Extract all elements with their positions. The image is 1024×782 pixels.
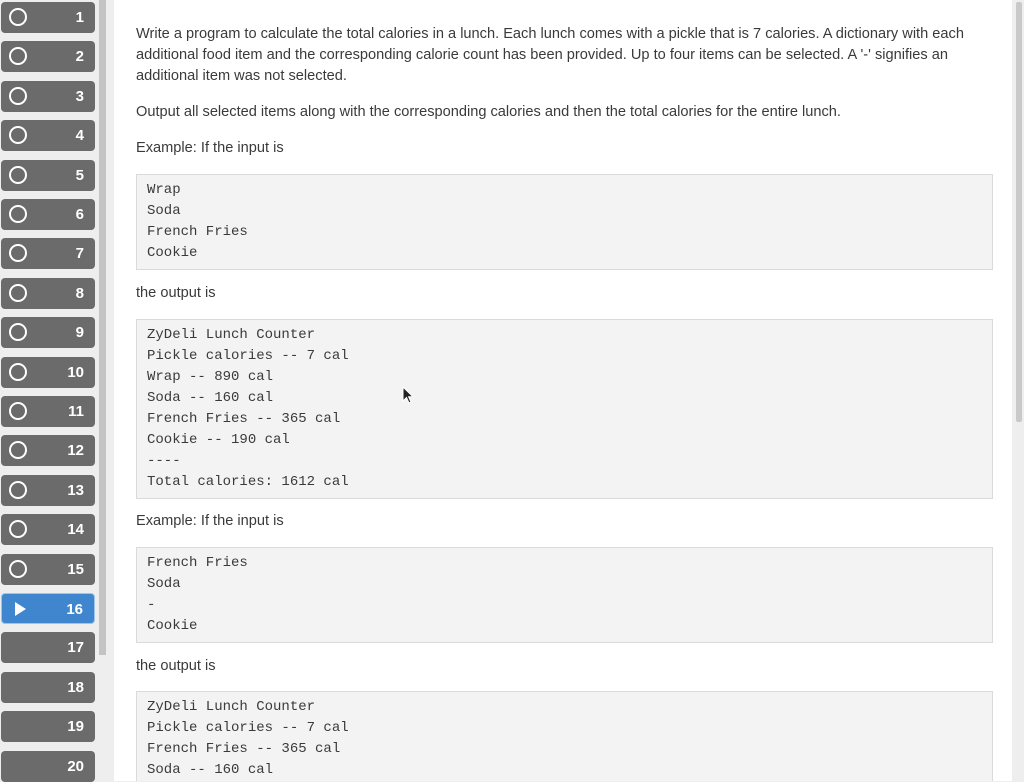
code-line: French Fries [147, 555, 248, 571]
nav-item-1[interactable] [1, 2, 95, 33]
nav-item-5[interactable] [1, 160, 95, 191]
nav-item-9[interactable] [1, 317, 95, 348]
code-line: - [147, 597, 156, 613]
nav-item-number: 15 [67, 560, 84, 578]
output-2-label: the output is [136, 658, 216, 674]
nav-item-6[interactable] [1, 199, 95, 230]
play-icon [15, 602, 26, 616]
circle-icon [9, 481, 27, 499]
circle-icon [9, 126, 27, 144]
nav-item-number: 20 [67, 757, 84, 775]
nav-item-18[interactable] [1, 672, 95, 703]
nav-item-number: 14 [67, 521, 84, 539]
code-line: Pickle calories -- 7 cal [147, 720, 349, 736]
code-line: Soda [147, 576, 181, 592]
nav-item-number: 2 [75, 48, 84, 66]
code-line: ZyDeli Lunch Counter [147, 699, 316, 715]
example-1-label: Example: If the input is [136, 140, 284, 156]
nav-item-number: 13 [67, 481, 84, 499]
mouse-cursor-icon [402, 386, 416, 406]
circle-icon [9, 205, 27, 223]
nav-item-2[interactable] [1, 41, 95, 72]
circle-icon [9, 8, 27, 26]
circle-icon [9, 166, 27, 184]
problem-description [114, 0, 1012, 781]
code-line: Wrap -- 890 cal [147, 369, 274, 385]
problem-navigator [0, 0, 100, 781]
code-line: Soda [147, 203, 181, 219]
nav-item-number: 5 [75, 166, 84, 184]
nav-item-number: 9 [75, 324, 84, 342]
nav-item-number: 3 [75, 87, 84, 105]
circle-icon [9, 87, 27, 105]
code-line: Wrap [147, 182, 181, 198]
nav-item-13[interactable] [1, 475, 95, 506]
nav-item-4[interactable] [1, 120, 95, 151]
example-1-input-box [136, 174, 993, 270]
nav-item-16[interactable] [1, 593, 95, 624]
nav-item-8[interactable] [1, 278, 95, 309]
example-2-label: Example: If the input is [136, 513, 284, 529]
output-1-label: the output is [136, 285, 216, 301]
nav-item-20[interactable] [1, 751, 95, 782]
circle-icon [9, 244, 27, 262]
nav-item-14[interactable] [1, 514, 95, 545]
circle-icon [9, 363, 27, 381]
navigator-scrollbar[interactable] [99, 0, 106, 655]
nav-item-number: 1 [75, 9, 84, 26]
code-line: French Fries [147, 224, 248, 240]
nav-item-number: 11 [68, 403, 84, 420]
code-line: French Fries -- 365 cal [147, 741, 341, 757]
nav-item-number: 16 [66, 601, 83, 618]
nav-item-7[interactable] [1, 238, 95, 269]
example-1-output-box [136, 319, 993, 499]
nav-item-number: 8 [75, 284, 84, 302]
nav-item-number: 6 [75, 206, 84, 223]
code-line: Cookie [147, 618, 198, 634]
nav-item-number: 4 [75, 127, 84, 145]
circle-icon [9, 284, 27, 302]
circle-icon [9, 323, 27, 341]
code-line: French Fries -- 365 cal [147, 411, 341, 427]
nav-item-number: 19 [67, 718, 84, 736]
nav-item-15[interactable] [1, 554, 95, 585]
circle-icon [9, 47, 27, 65]
nav-item-number: 17 [67, 639, 84, 657]
intro-text: Write a program to calculate the total calories in a lunch. Each lunch comes with a pickle that is 7 calories. A dictionary with each additional food item and the corresponding calorie count has been provided. Up to four items can be selected. A '-' signifies an additional item was not selected. [136, 26, 964, 84]
code-line: Cookie [147, 245, 198, 261]
nav-item-number: 12 [67, 442, 84, 460]
nav-item-number: 7 [75, 245, 84, 263]
example-2-input-box [136, 547, 993, 643]
circle-icon [9, 520, 27, 538]
nav-item-11[interactable] [1, 396, 95, 427]
nav-item-3[interactable] [1, 81, 95, 112]
code-line: Total calories: 1612 cal [147, 474, 349, 490]
code-line: ---- [147, 453, 181, 469]
page-scrollbar[interactable] [1016, 2, 1022, 422]
nav-item-number: 18 [67, 678, 84, 696]
nav-item-10[interactable] [1, 357, 95, 388]
nav-item-17[interactable] [1, 632, 95, 663]
nav-item-19[interactable] [1, 711, 95, 742]
code-line: Cookie -- 190 cal [147, 432, 290, 448]
code-line: Pickle calories -- 7 cal [147, 348, 349, 364]
code-line: Soda -- 160 cal [147, 390, 274, 406]
circle-icon [9, 441, 27, 459]
output-instructions-text: Output all selected items along with the corresponding calories and then the total calories for the entire lunch. [136, 104, 841, 120]
nav-item-12[interactable] [1, 435, 95, 466]
code-line: Soda -- 160 cal [147, 762, 274, 778]
code-line: ZyDeli Lunch Counter [147, 327, 316, 343]
circle-icon [9, 560, 27, 578]
nav-item-number: 10 [67, 363, 84, 381]
circle-icon [9, 402, 27, 420]
example-2-output-box [136, 691, 993, 781]
